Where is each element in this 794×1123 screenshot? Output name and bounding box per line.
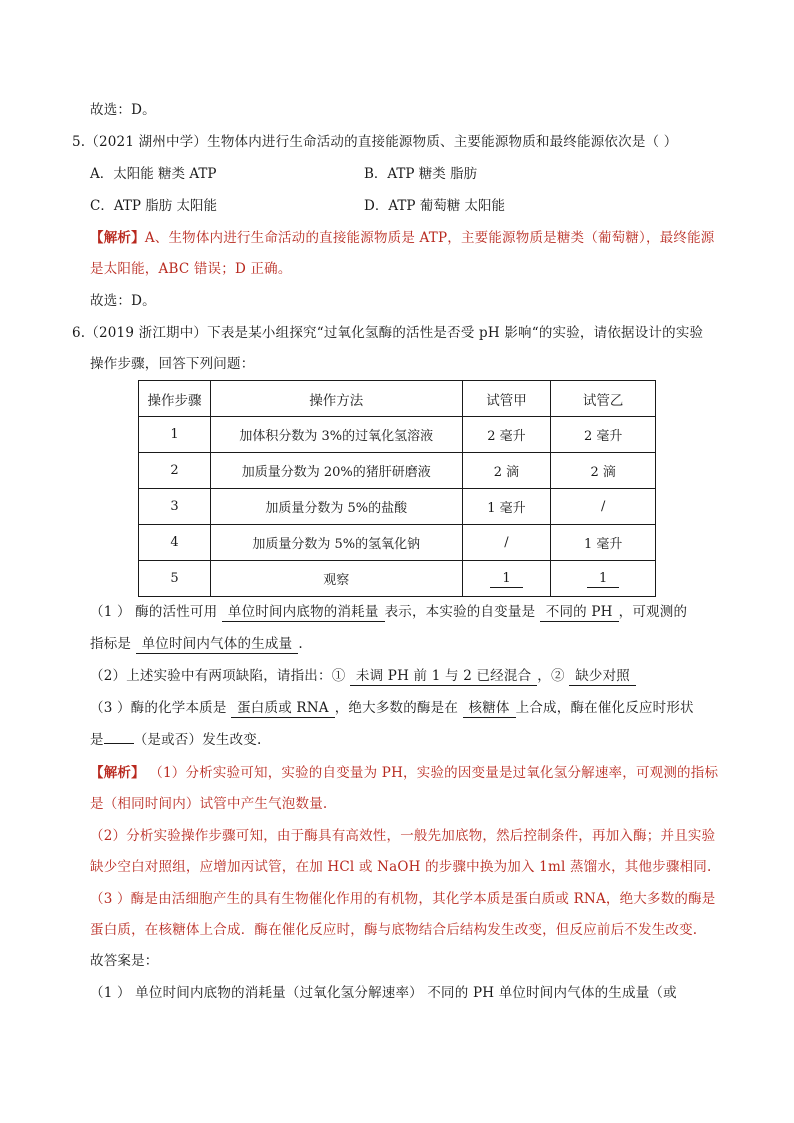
q6-analysis-line5: （3 ）酶是由活细胞产生的具有生物催化作用的有机物，其化学本质是蛋白质或 RNA，绝大多数的酶是 bbox=[90, 891, 716, 907]
q6-part1-line1 bbox=[90, 602, 730, 622]
table-cell: 加质量分数为 5%的氢氧化钠 bbox=[210, 525, 462, 561]
table-cell bbox=[462, 561, 551, 597]
q6-analysis-line4: 缺少空白对照组，应增加丙试管，在加 HCl 或 NaOH 的步骤中换为加入 1ml 蒸馏水，其他步骤相同. bbox=[90, 859, 712, 875]
q5-analysis-line2: 是太阳能，ABC 错误；D 正确。 bbox=[90, 261, 292, 277]
table-row bbox=[139, 417, 656, 453]
table-header: 试管乙 bbox=[551, 381, 656, 417]
q6-analysis-line6: 蛋白质，在核糖体上合成．酶在催化反应时，酶与底物结合后结构发生改变，但反应前后不发生改变. bbox=[90, 922, 698, 938]
text: 是 bbox=[90, 732, 104, 748]
q4-answer: 故选：D。 bbox=[90, 102, 156, 118]
table-row bbox=[139, 561, 656, 597]
q5-option-b: B．ATP 糖类 脂肪 bbox=[364, 166, 478, 182]
q6-answer-label: 故答案是： bbox=[90, 953, 159, 969]
table-header: 试管甲 bbox=[462, 381, 551, 417]
q6-analysis-line2: 是（相同时间内）试管中产生气泡数量. bbox=[90, 796, 328, 812]
table-cell: 观察 bbox=[210, 561, 462, 597]
text: ，② bbox=[537, 668, 565, 684]
text: 表示，本实验的自变量是 bbox=[384, 604, 536, 620]
table-cell: 2 毫升 bbox=[551, 417, 656, 453]
table-cell: 加质量分数为 5%的盐酸 bbox=[210, 489, 462, 525]
q6-part2 bbox=[90, 666, 730, 686]
table-cell: / bbox=[462, 525, 551, 561]
q5-analysis-text: A、生物体内进行生命活动的直接能源物质是 ATP，主要能源物质是糖类（葡萄糖），最终能源 bbox=[144, 230, 715, 246]
q5-analysis-line1 bbox=[90, 228, 730, 248]
text: （2）上述实验中有两项缺陷，请指出：① bbox=[90, 668, 346, 684]
q6-stem-line2: 操作步骤，回答下列问题： bbox=[90, 356, 255, 372]
q6-part3-line2 bbox=[90, 730, 730, 750]
table-cell: 5 bbox=[139, 561, 211, 597]
q6-answer-line: （1 ） 单位时间内底物的消耗量（过氧化氢分解速率） 不同的 PH 单位时间内气体的生成量（或 bbox=[90, 985, 677, 1001]
table-cell: 2 毫升 bbox=[462, 417, 551, 453]
q6-analysis-line1 bbox=[90, 763, 730, 783]
answer-blank bbox=[104, 743, 134, 744]
table-cell: 加质量分数为 20%的猪肝研磨液 bbox=[210, 453, 462, 489]
table-row bbox=[139, 489, 656, 525]
blank-value: 1 bbox=[587, 570, 619, 588]
answer-blank: 缺少对照 bbox=[569, 668, 636, 686]
q5-answer: 故选：D。 bbox=[90, 293, 156, 309]
q5-stem: 5.（2021 湖州中学）生物体内进行生命活动的直接能源物质、主要能源物质和最终能源依次是（ ） bbox=[72, 134, 678, 150]
experiment-table bbox=[138, 380, 656, 597]
answer-blank: 单位时间内底物的消耗量 bbox=[222, 604, 385, 622]
answer-blank: 单位时间内气体的生成量 bbox=[136, 636, 299, 654]
answer-blank: 核糖体 bbox=[463, 700, 516, 718]
table-cell: 2 滴 bbox=[551, 453, 656, 489]
table-cell: 4 bbox=[139, 525, 211, 561]
analysis-text: （1）分析实验可知，实验的自变量为 PH，实验的因变量是过氧化氢分解速率，可观测的指标 bbox=[144, 765, 719, 781]
table-row bbox=[139, 525, 656, 561]
table-cell: / bbox=[551, 489, 656, 525]
text: ，绝大多数的酶是在 bbox=[334, 700, 459, 716]
q5-option-c: C．ATP 脂肪 太阳能 bbox=[90, 198, 218, 214]
table-cell bbox=[551, 561, 656, 597]
text: . bbox=[298, 636, 303, 652]
q5-option-a: A．太阳能 糖类 ATP bbox=[90, 166, 217, 182]
table-cell: 2 bbox=[139, 453, 211, 489]
table-row bbox=[139, 453, 656, 489]
table-header: 操作步骤 bbox=[139, 381, 211, 417]
blank-value: 1 bbox=[490, 570, 522, 588]
answer-blank: 未调 PH 前 1 与 2 已经混合 bbox=[350, 668, 537, 686]
q6-part1-line2 bbox=[90, 634, 730, 654]
q6-stem-line1: 6.（2019 浙江期中）下表是某小组探究“过氧化氢酶的活性是否受 pH 影响“的实验，请依据设计的实验 bbox=[72, 325, 704, 341]
table-cell: 1 毫升 bbox=[551, 525, 656, 561]
table-header-row bbox=[139, 381, 656, 417]
text: （3 ）酶的化学本质是 bbox=[90, 700, 227, 716]
q5-option-d: D．ATP 葡萄糖 太阳能 bbox=[364, 198, 506, 214]
text: 指标是 bbox=[90, 636, 132, 652]
analysis-tag: 【解析】 bbox=[90, 765, 145, 781]
table-cell: 2 滴 bbox=[462, 453, 551, 489]
q6-analysis-line3: （2）分析实验操作步骤可知，由于酶具有高效性，一般先加底物，然后控制条件，再加入酶；并且实验 bbox=[90, 828, 716, 844]
analysis-tag: 【解析】 bbox=[90, 230, 145, 246]
table-cell: 1 毫升 bbox=[462, 489, 551, 525]
q6-part3-line1 bbox=[90, 698, 730, 718]
table-cell: 1 bbox=[139, 417, 211, 453]
table-cell: 3 bbox=[139, 489, 211, 525]
table-cell: 加体积分数为 3%的过氧化氢溶液 bbox=[210, 417, 462, 453]
text: （1 ） 酶的活性可用 bbox=[90, 604, 218, 620]
answer-blank: 不同的 PH bbox=[540, 604, 619, 622]
table-header: 操作方法 bbox=[210, 381, 462, 417]
text: （是或否）发生改变. bbox=[133, 732, 262, 748]
text: ，可观测的 bbox=[618, 604, 688, 620]
text: 上合成，酶在催化反应时形状 bbox=[515, 700, 694, 716]
answer-blank: 蛋白质或 RNA bbox=[231, 700, 335, 718]
